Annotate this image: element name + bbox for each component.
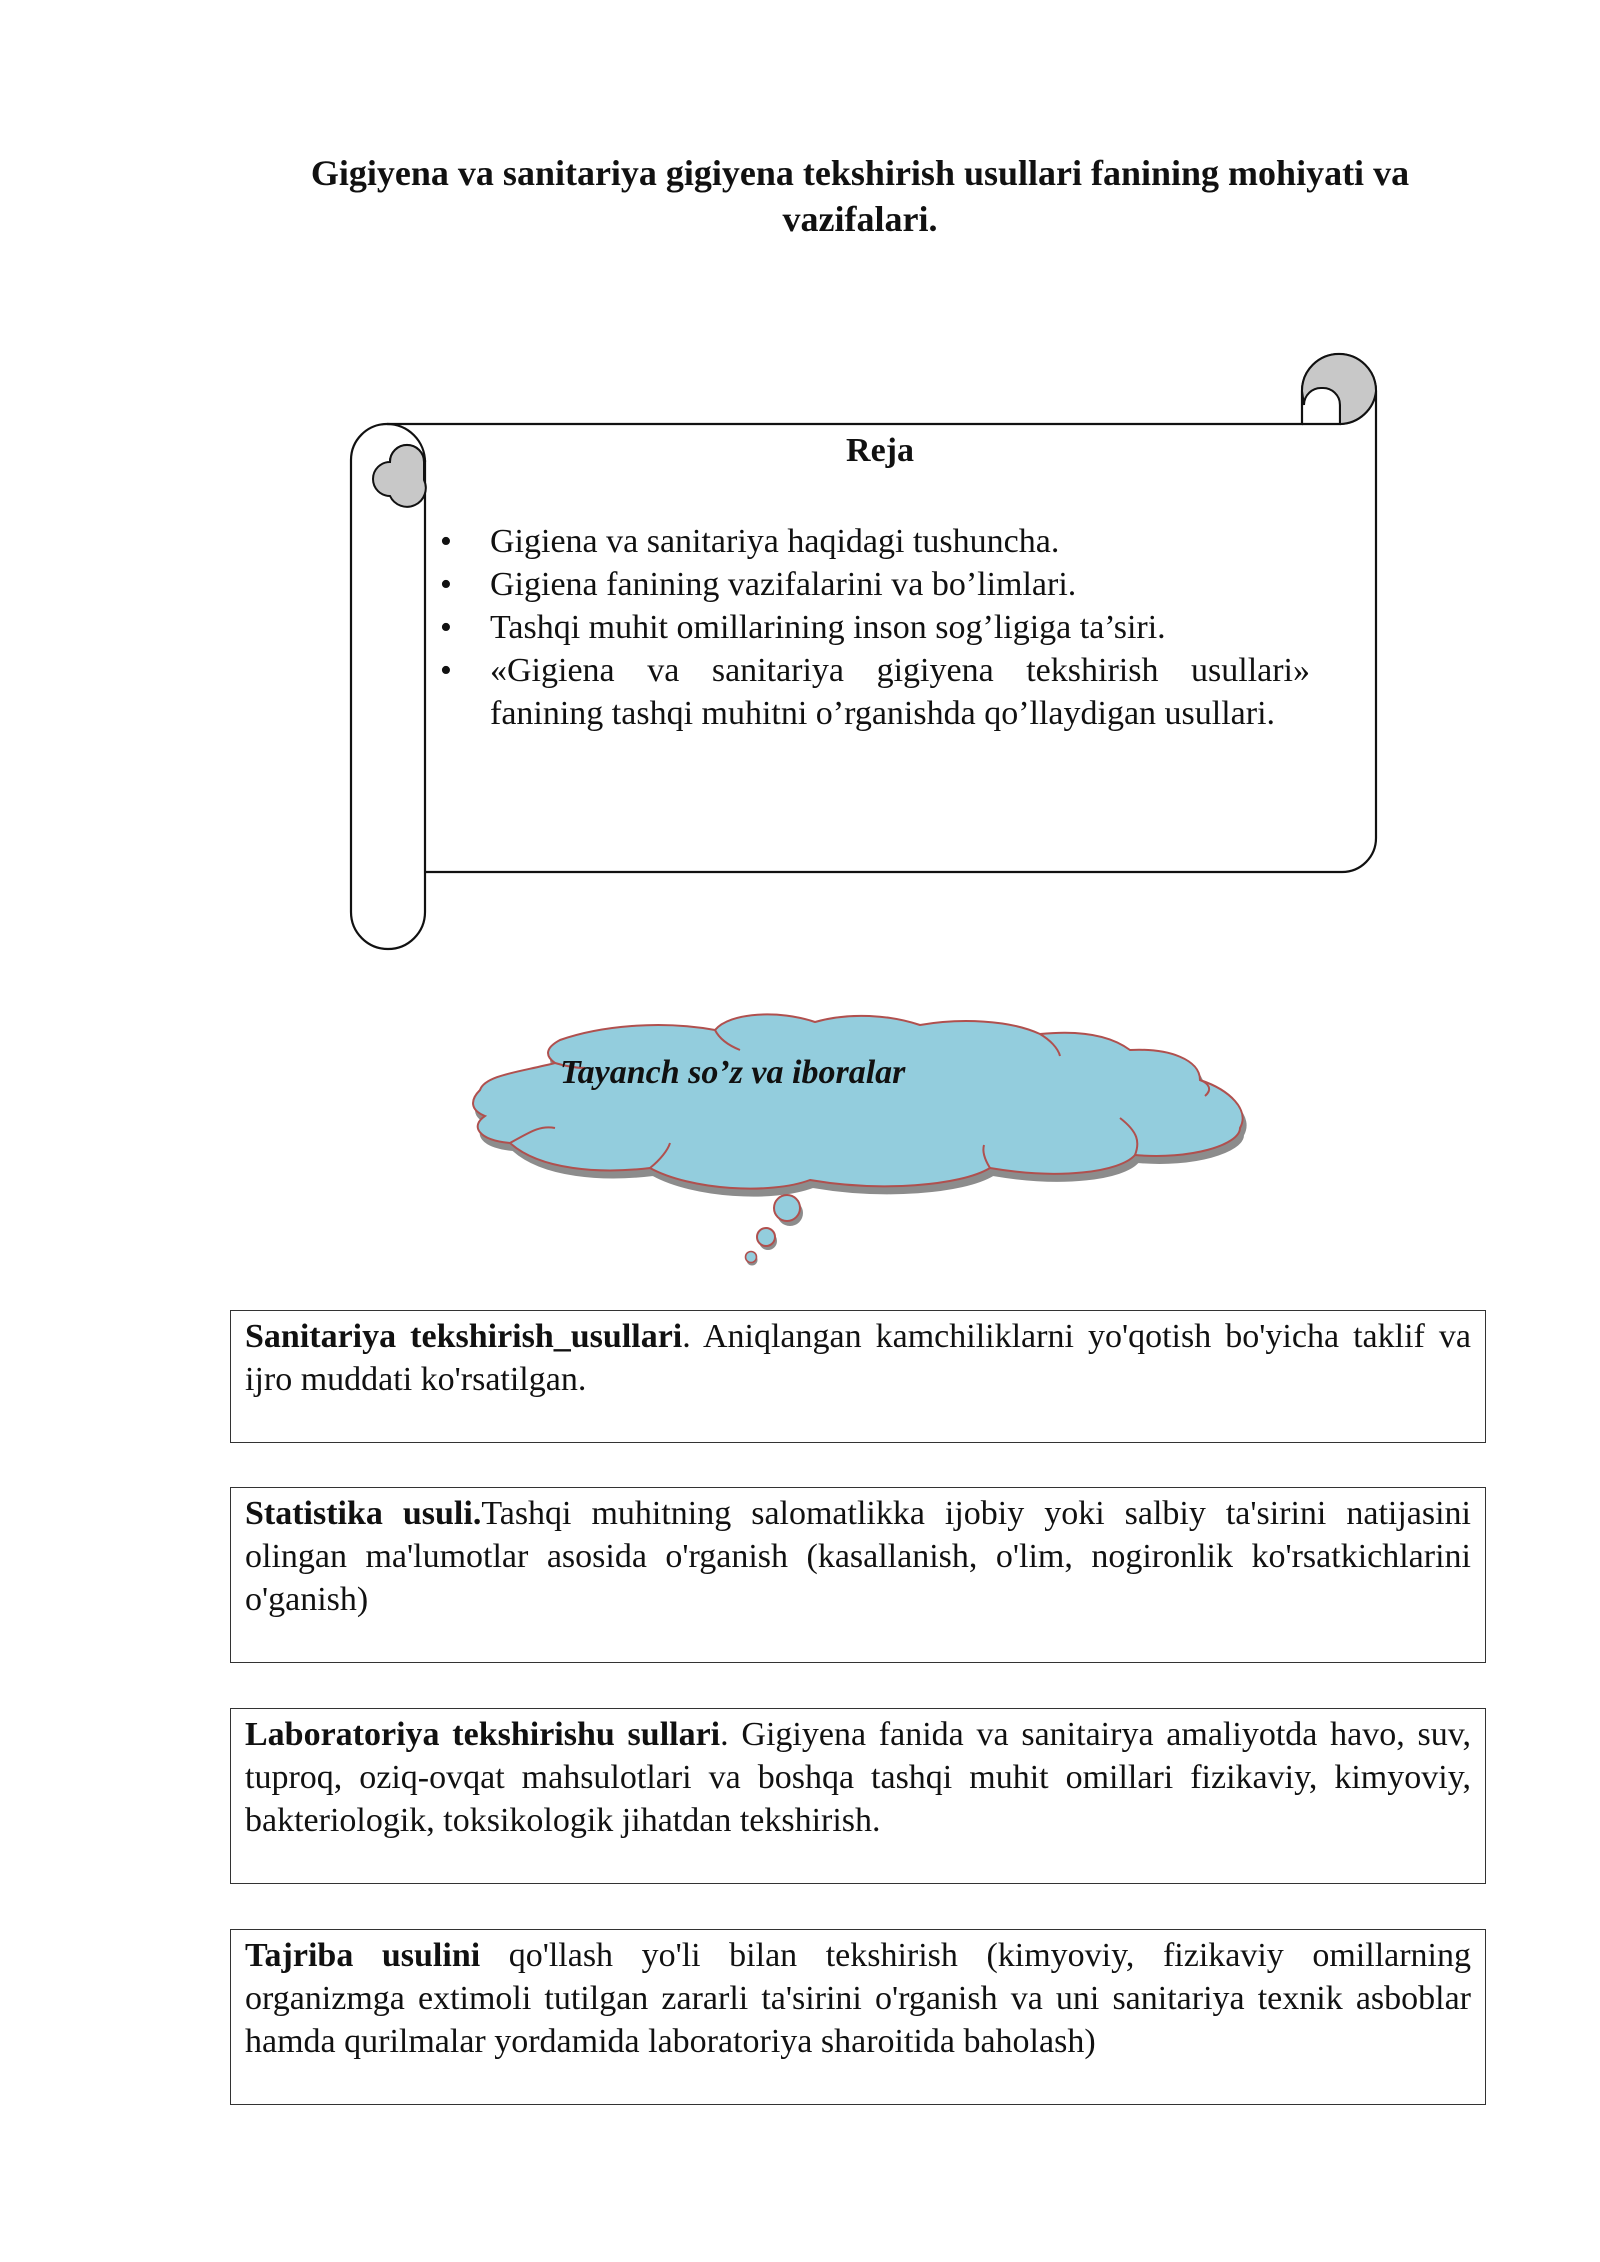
bullet-icon: • — [440, 652, 452, 689]
plan-item: • «Gigiena va sanitariya gigiyena tekshirish usullari» fanining tashqi muhitni o’rganishda qo’llaydigan usullari. — [440, 649, 1310, 735]
term-title: Statistika usuli. — [245, 1495, 482, 1532]
thought-bubble-large — [774, 1195, 800, 1221]
plan-item: • Tashqi muhit omillarining inson sog’ligiga ta’siri. — [440, 606, 1310, 649]
term-title: Tajriba usulini — [245, 1937, 481, 1974]
plan-item: • Gigiena fanining vazifalarini va bo’limlari. — [440, 563, 1310, 606]
keywords-cloud-label: Tayanch so’z va iboralar — [560, 1054, 906, 1091]
bullet-icon: • — [440, 523, 452, 560]
plan-heading: Reja — [846, 432, 914, 469]
thought-bubble-medium — [757, 1228, 775, 1246]
term-title: Sanitariya tekshirish_usullari — [245, 1318, 683, 1355]
thought-bubble-small — [746, 1252, 757, 1263]
term-description: Gigiyena fanida va sanitairya amaliyotda havo, suv, tuproq, oziq-ovqat mahsulotlari va boshqa tashqi muhit omillari fizikaviy, kimyoviy, bakteriologik, toksikologik jihatdan tekshirish. — [245, 1716, 1471, 1839]
term-description: qo'llash yo'li bilan tekshirish (kimyoviy, fizikaviy omillarning organizmga extimoli tutilgan zararli ta'sirini o'rganish va uni sanitariya texnik asboblar hamda qurilmalar yordamida laboratoriya sharoitida baholash) — [245, 1937, 1471, 2060]
plan-item: • Gigiena va sanitariya haqidagi tushuncha. — [440, 520, 1310, 563]
term-description: Tashqi muhitning salomatlikka ijobiy yoki salbiy ta'sirini natijasini olingan ma'lumotlar asosida o'rganish (kasallanish, o'lim, nogironlik ko'rsatkichlarini o'ganish) — [245, 1495, 1471, 1618]
term-box-laboratory-methods: Laboratoriya tekshirishu sullari. Gigiyena fanida va sanitairya amaliyotda havo, suv, tuproq, oziq-ovqat mahsulotlari va boshqa tashqi muhit omillari fizikaviy, kimyoviy, bakteriologik, toksikologik jihatdan tekshirish. — [230, 1708, 1486, 1884]
bullet-icon: • — [440, 609, 452, 646]
term-box-experimental-method — [230, 1929, 1486, 2105]
term-box-sanitary-methods: Sanitariya tekshirish_usullari. Aniqlangan kamchiliklarni yo'qotish bo'yicha taklif va ijro muddati ko'rsatilgan. — [230, 1310, 1486, 1443]
term-description: Aniqlangan kamchiliklarni yo'qotish bo'yicha taklif va ijro muddati ko'rsatilgan. — [245, 1318, 1471, 1398]
term-title: Laboratoriya tekshirishu sullari — [245, 1716, 721, 1753]
bullet-icon: • — [440, 566, 452, 603]
term-box-statistics-method — [230, 1487, 1486, 1663]
page-title: Gigiyena va sanitariya gigiyena tekshirish usullari fanining mohiyati va vazifalari. — [310, 153, 1410, 239]
